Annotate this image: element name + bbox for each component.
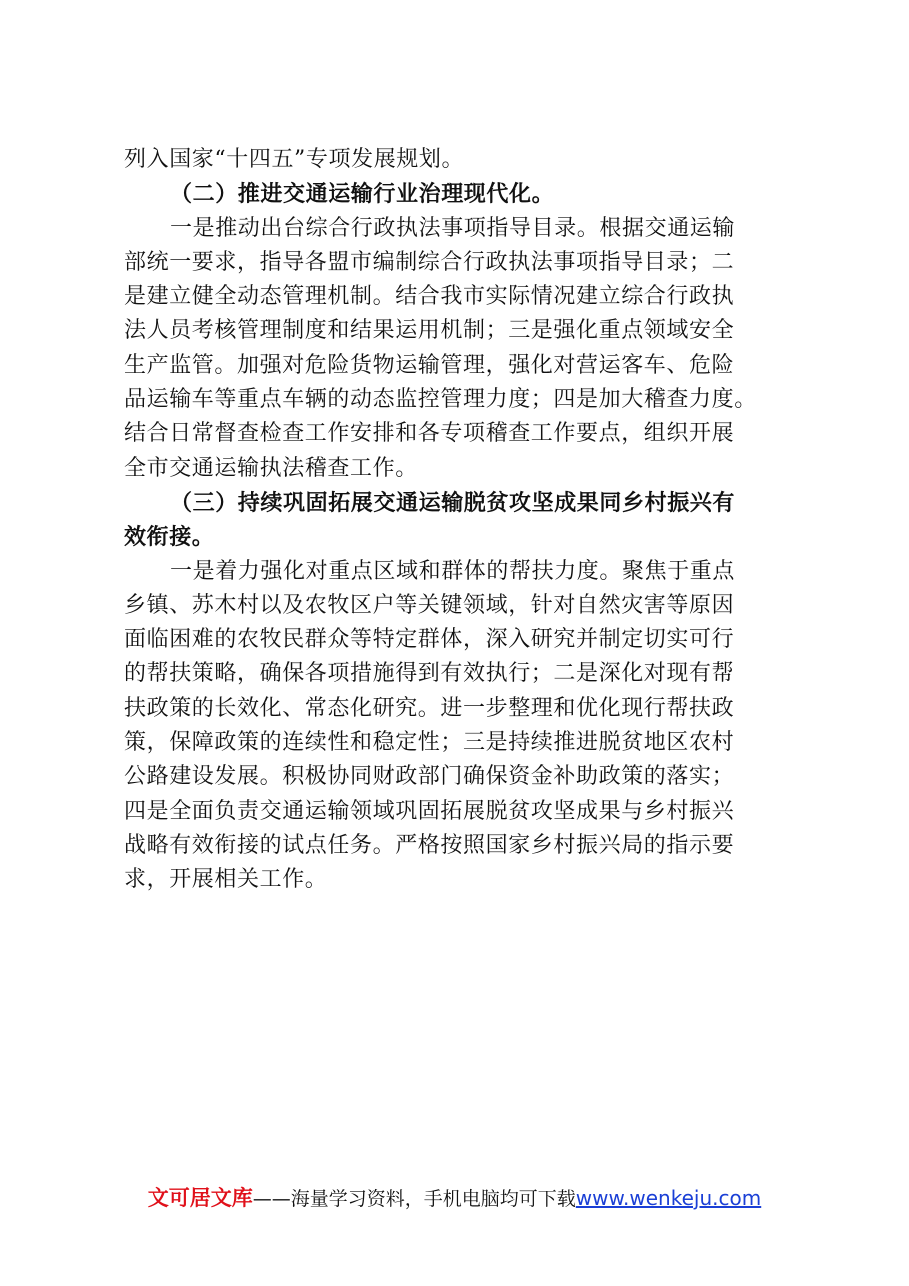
text-line: 战略有效衔接的试点任务。严格按照国家乡村振兴局的指示要 [124, 832, 735, 858]
website-link[interactable]: www.wenkeju.com [575, 1186, 762, 1210]
text-line: 一是推动出台综合行政执法事项指导目录。根据交通运输 [170, 215, 736, 241]
document-body [124, 143, 786, 898]
section-heading-2: （二）推进交通运输行业治理现代化。 [170, 181, 555, 208]
text-line: 列入国家“十四五”专项发展规划。 [124, 147, 465, 172]
text-line: 公路建设发展。积极协同财政部门确保资金补助政策的落实； [124, 764, 735, 790]
text-line: 四是全面负责交通运输领域巩固拓展脱贫攻坚成果与乡村振兴 [124, 798, 735, 824]
text-line: 是建立健全动态管理机制。结合我市实际情况建立综合行政执 [124, 284, 735, 310]
section-heading-3: （三）持续巩固拓展交通运输脱贫攻坚成果同乡村振兴有 [170, 489, 736, 516]
text-line: 乡镇、苏木村以及农牧区户等关键领域，针对自然灾害等原因 [124, 592, 735, 618]
text-line: 扶政策的长效化、常态化研究。进一步整理和优化现行帮扶政 [124, 695, 735, 721]
text-line: 的帮扶策略，确保各项措施得到有效执行；二是深化对现有帮 [124, 661, 735, 687]
text-line: 生产监管。加强对危险货物运输管理，强化对营运客车、危险 [124, 352, 735, 378]
text-line: 面临困难的农牧民群众等特定群体，深入研究并制定切实可行 [124, 627, 735, 653]
text-line: 一是着力强化对重点区域和群体的帮扶力度。聚焦于重点 [170, 558, 736, 584]
footer-banner [0, 1182, 909, 1212]
text-line: 品运输车等重点车辆的动态监控管理力度；四是加大稽查力度。 [124, 387, 757, 413]
text-line: 求，开展相关工作。 [124, 867, 328, 893]
text-line: 全市交通运输执法稽查工作。 [124, 455, 418, 481]
footer-slogan: ——海量学习资料，手机电脑均可下载 [252, 1188, 576, 1210]
text-line: 部统一要求，指导各盟市编制综合行政执法事项指导目录；二 [124, 249, 735, 275]
section-heading-3-continued: 效衔接。 [124, 524, 215, 551]
text-line: 法人员考核管理制度和结果运用机制；三是强化重点领域安全 [124, 318, 735, 344]
text-line: 策，保障政策的连续性和稳定性；三是持续推进脱贫地区农村 [124, 730, 735, 756]
text-line: 结合日常督查检查工作安排和各专项稽查工作要点，组织开展 [124, 421, 735, 447]
brand-name: 文可居文库 [147, 1186, 253, 1210]
